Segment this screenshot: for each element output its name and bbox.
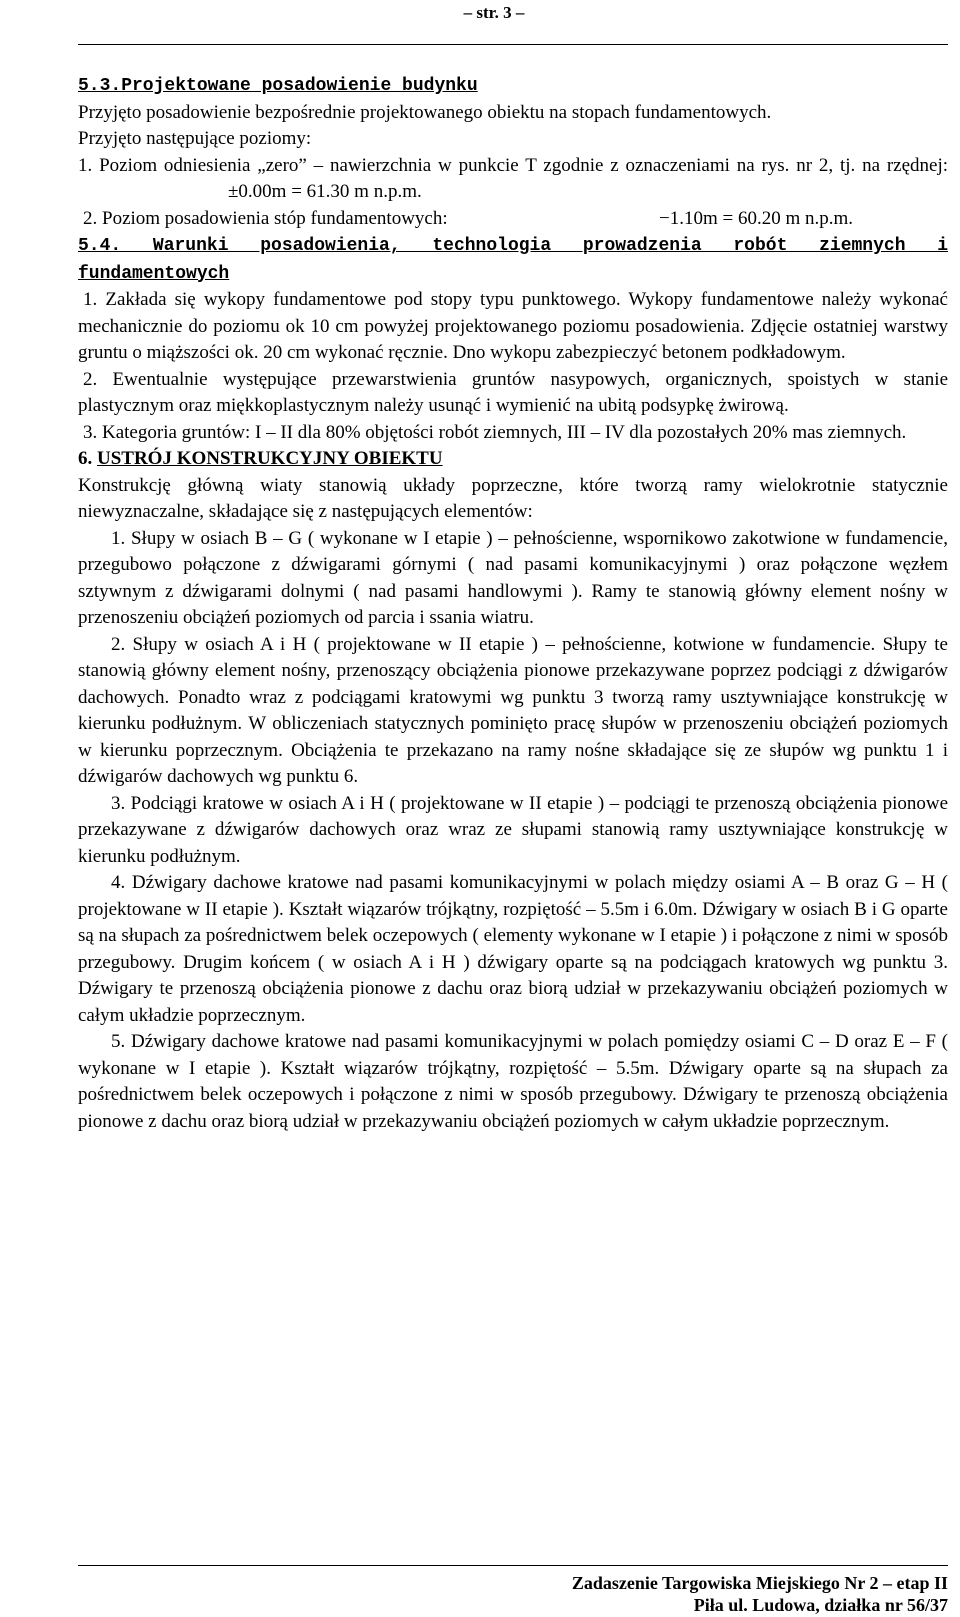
section-6-heading: 6. USTRÓJ KONSTRUKCYJNY OBIEKTU [78,448,443,469]
s53-level-1-value: ±0.00m = 61.30 m n.p.m. [228,181,422,202]
s53-level-2: 2. Poziom posadowienia stóp fundamentowych: −1.10m = 60.20 m n.p.m. [78,206,948,233]
s6-item-4: 4. Dźwigary dachowe kratowe nad pasami komunikacyjnymi w polach między osiami A – B oraz G – H ( projektowane w II etapie ). Kształt wiązarów trójkątny, rozpiętość – 5.5m i 6.0m. Dźwigary w osiach B i G oparte są na słupach za pośrednictwem belek oczepowych ( elementy wykonane w I etapie ) i połączone z nimi w sposób przegubowy. Drugim końcem ( w osiach A i H ) dźwigary oparte są na podciągach kratowych wg punktu 3. Dźwigary te przenoszą obciążenia pionowe z dachu oraz biorą udział w przekazywaniu obciążeń poziomych w całym układzie poprzecznym. [78,872,948,1026]
s54-paragraph-2: 2. Ewentualnie występujące przewarstwienia gruntów nasypowych, organicznych, spoistych w stanie plastycznym oraz miękkoplastycznym należy usunąć i wymienić na ubitą podsypkę żwirową. [78,368,948,416]
s6-item-2: 2. Słupy w osiach A i H ( projektowane w II etapie ) – pełnościenne, kotwione w fundamencie. Słupy te stanowią główny element nośny, przenoszący obciążenia pionowe przekazywane poprzez podciągi z dźwigarów dachowych. Ponadto wraz z podciągami kratowymi wg punktu 3 tworzą ramy usztywniające konstrukcję w kierunku podłużnym. W obliczeniach statycznych pominięto pracę słupów w przenoszeniu obciążeń poziomych w kierunku poprzecznym. Obciążenia te przekazano na ramy nośne składające się ze słupów wg punktu 1 i dźwigarów dachowych wg punktu 6. [78,633,948,787]
section-5-3-heading: 5.3.Projektowane posadowienie budynku [78,76,478,96]
s53-level-2-value: −1.10m = 60.20 m n.p.m. [659,207,854,229]
s54-paragraph-1: 1. Zakłada się wykopy fundamentowe pod stopy typu punktowego. Wykopy fundamentowe należy wykonać mechanicznie do poziomu ok 10 cm powyżej projektowanego poziomu posadowienia. Zdjęcie ostatniej warstwy gruntu o miąższości ok. 20 cm wykonać ręcznie. Dno wykopu zabezpieczyć betonem podkładowym. [78,289,948,363]
footer-divider [78,1565,948,1566]
s6-item-1: 1. Słupy w osiach B – G ( wykonane w I etapie ) – pełnościenne, wspornikowo zakotwione w fundamencie, przegubowo połączone z dźwigarami górnymi ( nad pasami komunikacyjnymi ) oraz połączone węzłem sztywnym z dźwigarami dolnymi ( nad pasami handlowymi ). Ramy te stanowią główny element nośny w przenoszeniu obciążeń poziomych od parcia i ssania wiatru. [78,527,948,628]
header-divider [78,44,948,45]
s53-level-1: 1. Poziom odniesienia „zero” – nawierzchnia w punkcie T zgodnie z oznaczeniami na rys. nr 2, tj. na rzędnej:±0.00m = 61.30 m n.p.m. [78,154,948,202]
document-body [78,72,948,1135]
s54-paragraph-3: 3. Kategoria gruntów: I – II dla 80% objętości robót ziemnych, III – IV dla pozostałych 20% mas ziemnych. [83,421,907,443]
s6-item-5: 5. Dźwigary dachowe kratowe nad pasami komunikacyjnymi w polach pomiędzy osiami C – D oraz E – F ( wykonane w I etapie ). Kształt wiązarów trójkątny, rozpiętość – 5.5m. Dźwigary oparte są na słupach za pośrednictwem belek oczepowych i połączone z nimi w sposób przegubowy. Dźwigary te przenoszą obciążenia pionowe z dachu oraz biorą udział w przekazywaniu obciążeń poziomych w całym układzie poprzecznym. [78,1031,948,1132]
s53-paragraph-2: Przyjęto następujące poziomy: [78,128,312,149]
section-5-4-heading: 5.4. Warunki posadowienia, technologia prowadzenia robót ziemnych i fundamentowych [78,236,948,284]
s53-paragraph-1: Przyjęto posadowienie bezpośrednie projektowanego obiektu na stopach fundamentowych. [78,101,772,123]
s6-intro: Konstrukcję główną wiaty stanowią układy poprzeczne, które tworzą ramy wielokrotnie statycznie niewyznaczalne, składające się z następujących elementów: [78,474,948,522]
s6-item-3: 3. Podciągi kratowe w osiach A i H ( projektowane w II etapie ) – podciągi te przenoszą obciążenia pionowe przekazywane z dźwigarów dachowych oraz wraz ze słupami stanowią ramy usztywniające konstrukcję w kierunku podłużnym. [78,792,948,867]
footer-location: Piła ul. Ludowa, działka nr 56/37 [693,1595,948,1615]
page-number: – str. 3 – [463,3,525,22]
footer-project-title: Zadaszenie Targowiska Miejskiego Nr 2 – etap II [571,1573,948,1593]
page-footer [572,1572,948,1616]
